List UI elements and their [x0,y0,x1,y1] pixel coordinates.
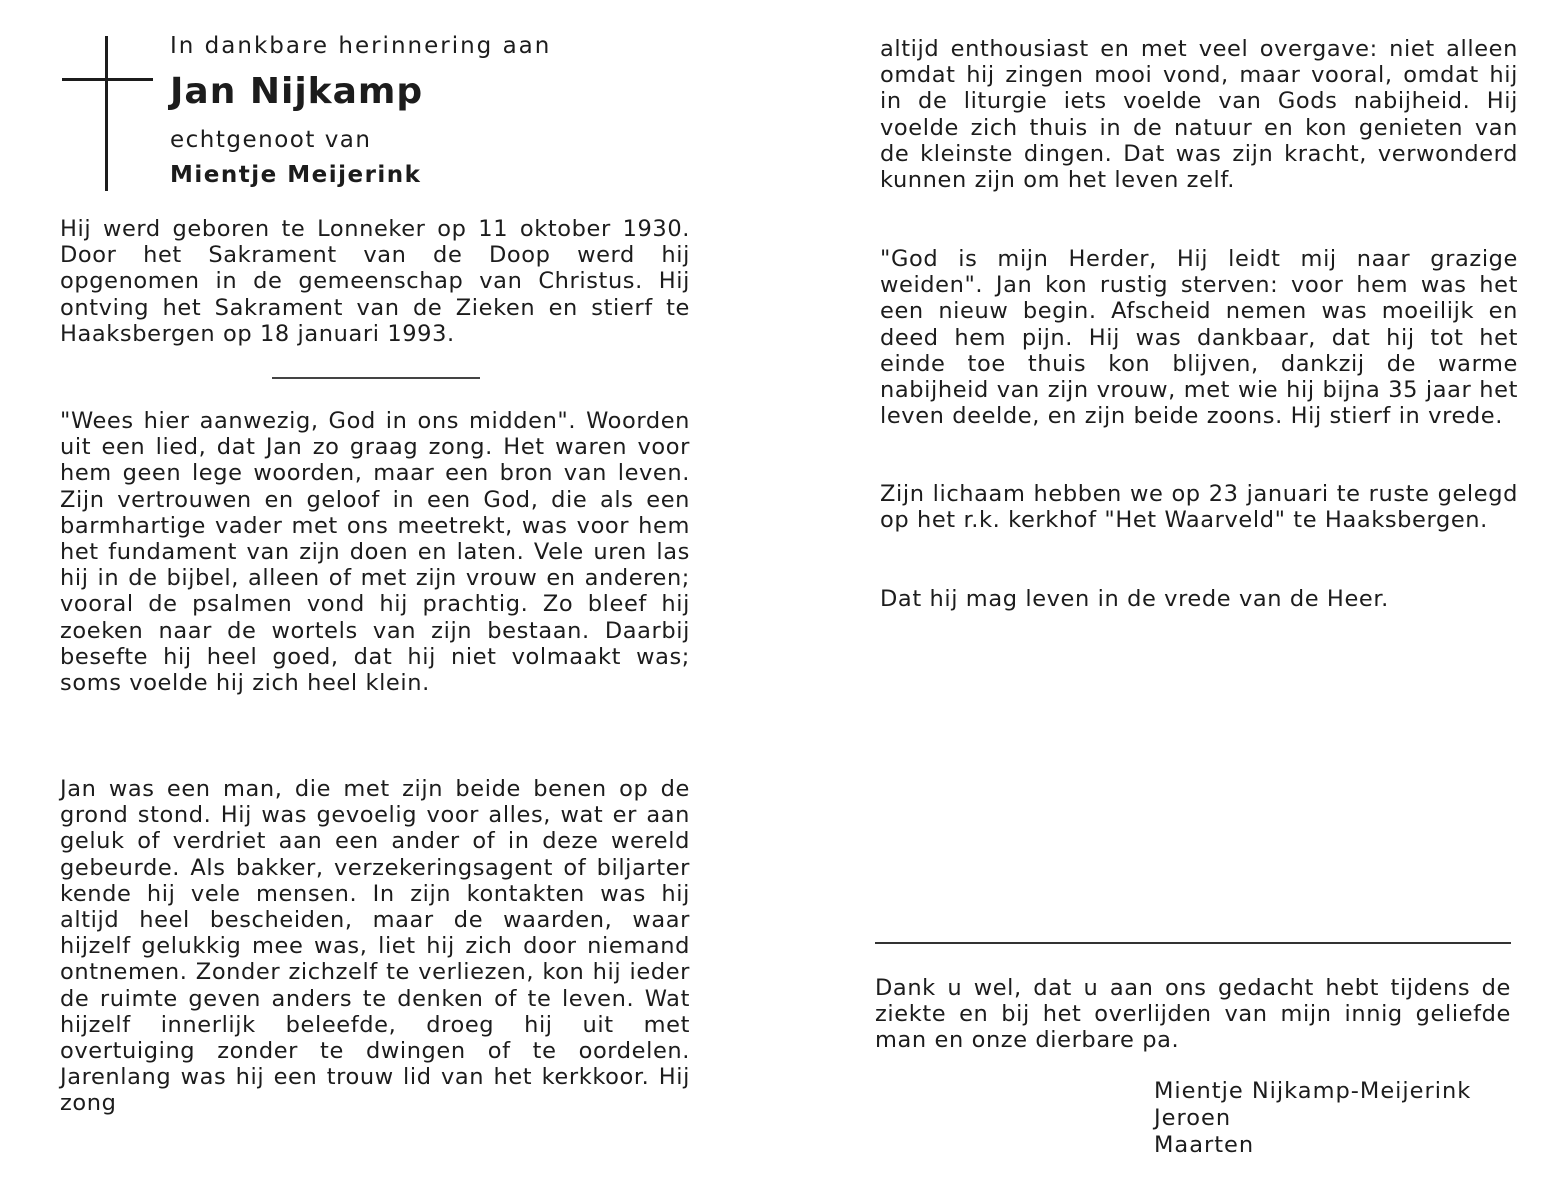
memorial-card-right-page [780,0,1559,1200]
blessing-line: Dat hij mag leven in de vrede van de Heer. [880,586,1389,612]
intro-line: In dankbare herinnering aan [170,33,552,59]
signature-line: Maarten [1154,1132,1255,1158]
divider [272,377,480,379]
cross-icon [105,36,108,191]
choir-paragraph: altijd enthousiast en met veel overgave: niet alleen omdat hij zingen mooi vond, maar vooral, omdat hij in de liturgie iets voelde van Gods nabijheid. Hij voelde zich thuis in de natuur en kon genieten van de kleinste dingen. Dat was zijn kracht, verwonderd kunnen zijn om het leven zelf. [880,36,1518,194]
signature-line: Mientje Nijkamp-Meijerink [1154,1078,1472,1104]
biography-paragraph: Hij werd geboren te Lonneker op 11 oktober 1930. Door het Sakrament van de Doop werd hij opgenomen in de gemeenschap van Christus. Hij ontving het Sakrament van de Zieken en stierf te Haaksbergen op 18 januari 1993. [60,216,690,347]
cross-icon-crossbar [62,78,153,81]
farewell-paragraph: "God is mijn Herder, Hij leidt mij naar grazige weiden". Jan kon rustig sterven: voor hem was het een nieuw begin. Afscheid nemen was moeilijk en deed hem pijn. Hij was dankbaar, dat hij tot het einde toe thuis kon blijven, dankzij de warme nabijheid van zijn vrouw, met wie hij bijna 35 jaar het leven deelde, en zijn beide zoons. Hij stierf in vrede. [880,246,1518,430]
divider [875,942,1511,944]
memorial-header [170,30,730,192]
deceased-name: Jan Nijkamp [170,71,424,112]
signature-line: Jeroen [1154,1105,1232,1131]
spouse-label: echtgenoot van [170,127,372,153]
signatures [1154,1078,1471,1159]
spouse-name: Mientje Meijerink [170,162,422,188]
thanks-paragraph: Dank u wel, dat u aan ons gedacht hebt tijdens de ziekte en bij het overlijden van mijn innig geliefde man en onze dierbare pa. [875,975,1511,1054]
burial-paragraph: Zijn lichaam hebben we op 23 januari te ruste gelegd op het r.k. kerkhof "Het Waarveld" te Haaksbergen. [880,481,1518,534]
character-paragraph: Jan was een man, die met zijn beide benen op de grond stond. Hij was gevoelig voor alles, wat er aan geluk of verdriet aan een ander of in deze wereld gebeurde. Als bakker, verzekeringsagent of biljarter kende hij vele mensen. In zijn kontakten was hij altijd heel bescheiden, maar de waarden, waar hijzelf gelukkig mee was, liet hij zich door niemand ontnemen. Zonder zichzelf te verliezen, kon hij ieder de ruimte geven anders te denken of te leven. Wat hijzelf innerlijk beleefde, droeg hij uit met overtuiging zonder te dwingen of te oordelen. Jarenlang was hij een trouw lid van het kerkkoor. Hij zong [60,776,690,1117]
faith-paragraph: "Wees hier aanwezig, God in ons midden". Woorden uit een lied, dat Jan zo graag zong. Het waren voor hem geen lege woorden, maar een bron van leven. Zijn vertrouwen en geloof in een God, die als een barmhartige vader met ons meetrekt, was voor hem het fundament van zijn doen en laten. Vele uren las hij in de bijbel, alleen of met zijn vrouw en anderen; vooral de psalmen vond hij prachtig. Zo bleef hij zoeken naar de wortels van zijn bestaan. Daarbij besefte hij heel goed, dat hij niet volmaakt was; soms voelde hij zich heel klein. [60,408,690,697]
